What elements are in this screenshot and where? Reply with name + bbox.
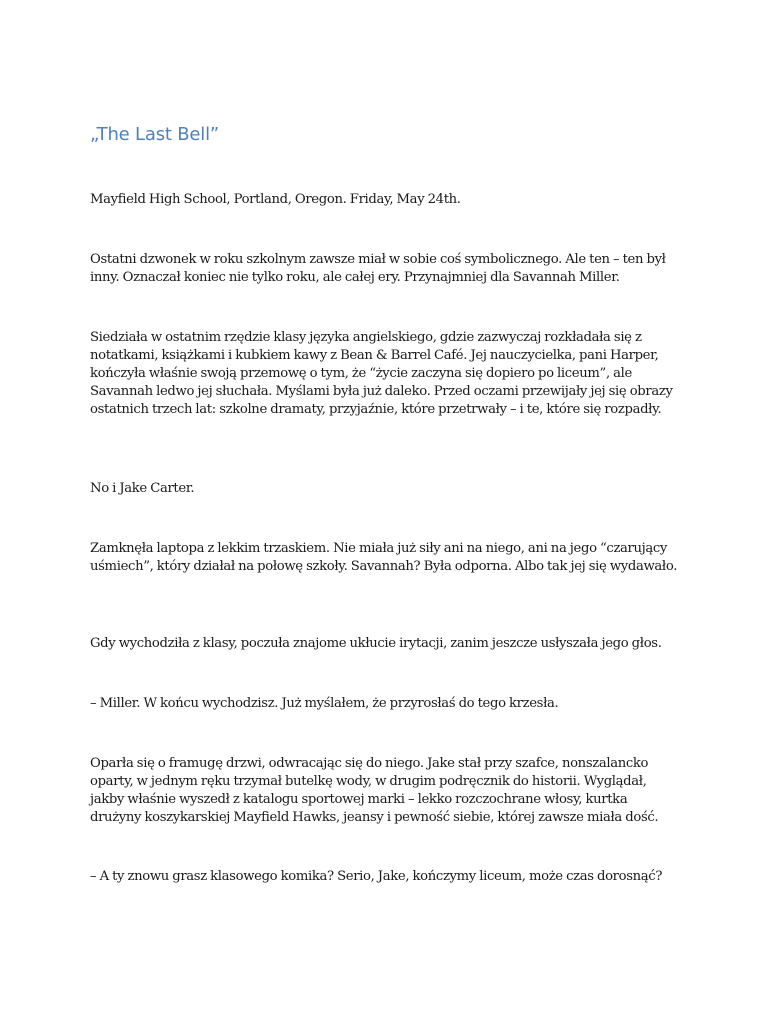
document-title: „The Last Bell” xyxy=(90,124,220,145)
paragraph-jake-carter: No i Jake Carter. xyxy=(90,481,195,496)
paragraph-laptop: Zamknęła laptopa z lekkim trzaskiem. Nie miała już siły ani na niego, ani na jego “czarujący uśmiech”, który działał na połowę szkoły. Savannah? Była odporna. Albo tak jej się wydawało. xyxy=(90,541,678,574)
paragraph-doorframe: Oparła się o framugę drzwi, odwracając się do niego. Jake stał przy szafce, nonszalancko oparty, w jednym ręku trzymał butelkę wody, w drugim podręcznik do historii. Wyglądał, jakby właśnie wyszedł z katalogu sportowej marki – lekko rozczochrane włosy, kurtka drużyny koszykarskiej Mayfield Hawks, jeansy i pewność siebie, której zawsze miała dość. xyxy=(90,756,659,825)
paragraph-dialogue-jake: – Miller. W końcu wychodzisz. Już myślałem, że przyrosłaś do tego krzesła. xyxy=(90,696,559,711)
paragraph-setting: Mayfield High School, Portland, Oregon. Friday, May 24th. xyxy=(90,192,461,207)
paragraph-dialogue-savannah: – A ty znowu grasz klasowego komika? Serio, Jake, kończymy liceum, może czas dorosnąć? xyxy=(90,869,663,884)
paragraph-last-bell: Ostatni dzwonek w roku szkolnym zawsze miał w sobie coś symbolicznego. Ale ten – ten był inny. Oznaczał koniec nie tylko roku, ale całej ery. Przynajmniej dla Savannah Miller. xyxy=(90,252,666,285)
paragraph-leaving-class: Gdy wychodziła z klasy, poczuła znajome ukłucie irytacji, zanim jeszcze usłyszała jego głos. xyxy=(90,636,662,651)
paragraph-english-class: Siedziała w ostatnim rzędzie klasy języka angielskiego, gdzie zazwyczaj rozkładała się z notatkami, książkami i kubkiem kawy z Bean & Barrel Café. Jej nauczycielka, pani Harper, kończyła właśnie swoją przemowę o tym, że “życie zaczyna się dopiero po liceum”, ale Savannah ledwo jej słuchała. Myślami była już daleko. Przed oczami przewijały jej się obrazy ostatnich trzech lat: szkolne dramaty, przyjaźnie, które przetrwały – i te, które się rozpadły. xyxy=(90,330,673,417)
